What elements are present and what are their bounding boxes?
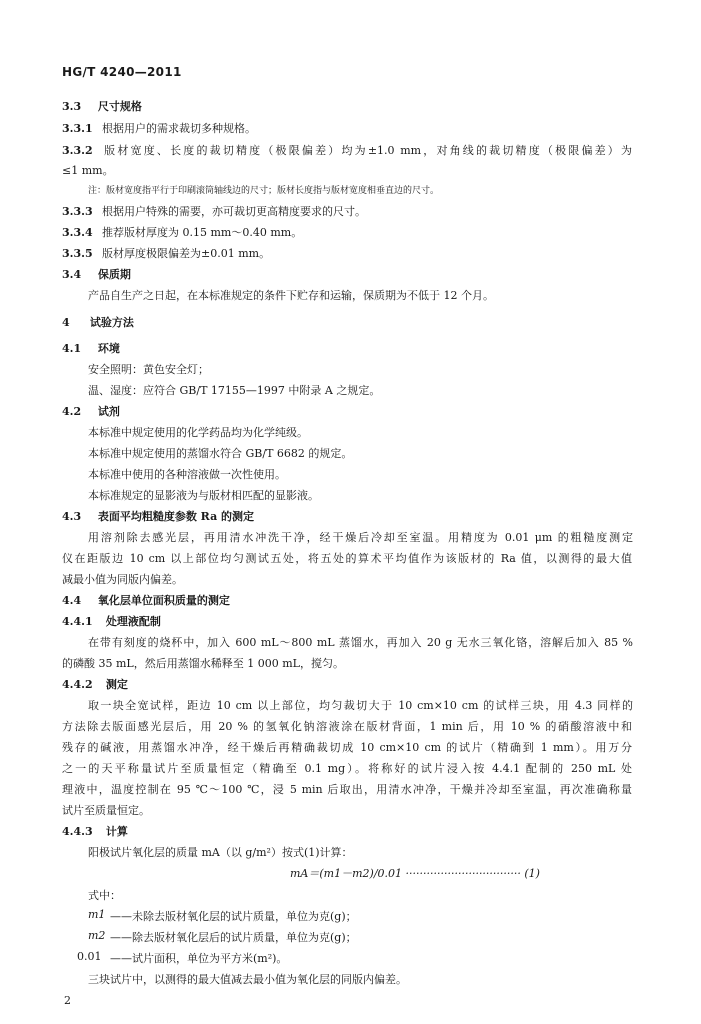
paragraph: 温、湿度：应符合 GB/T 17155—1997 中附录 A 之规定。 (88, 384, 381, 397)
section-4-3-heading (62, 508, 254, 524)
section-title: 试剂 (97, 405, 120, 418)
paragraph: 残存的碱液，用蒸馏水冲净，经干燥后再精确裁切成 10 cm×10 cm 的试片（精确到 1 mm）。用万分 (62, 741, 632, 754)
clause-text: 推荐版材厚度为 0.15 mm～0.40 mm。 (102, 226, 303, 239)
paragraph: 阳极试片氧化层的质量 mA（以 g/m²）按式(1)计算： (88, 846, 353, 859)
section-number: 4.4.2 (62, 678, 93, 691)
section-number: 3.3 (62, 100, 82, 113)
clause-number: 3.3.5 (62, 247, 93, 260)
paragraph: 试片至质量恒定。 (62, 804, 150, 817)
section-4-heading (62, 314, 134, 330)
clause-text: 版材宽度、长度的裁切精度（极限偏差）均为±1.0 mm，对角线的裁切精度（极限偏差）为 (102, 144, 632, 157)
section-4-4-1-heading (62, 613, 161, 629)
section-number: 4.1 (62, 342, 82, 355)
clause-3-3-1 (62, 120, 256, 136)
paragraph: 在带有刻度的烧杯中，加入 600 mL～800 mL 蒸馏水，再加入 20 g 无水三氧化铬，溶解后加入 85 % (88, 636, 633, 649)
definition-text: ——试片面积，单位为平方米(m²)。 (110, 952, 288, 965)
paragraph: 本标准中使用的各种溶液做一次性使用。 (88, 468, 286, 481)
clause-3-3-4 (62, 224, 302, 240)
section-title: 保质期 (97, 268, 131, 281)
definition-symbol: m2 (88, 929, 106, 942)
paragraph: 本标准规定的显影液为与版材相匹配的显影液。 (88, 489, 319, 502)
section-title: 氧化层单位面积质量的测定 (97, 594, 230, 607)
paragraph: 产品自生产之日起，在本标准规定的条件下贮存和运输，保质期为不低于 12 个月。 (88, 289, 494, 302)
section-title: 表面平均粗糙度参数 Ra 的测定 (97, 510, 255, 523)
clause-3-3-5 (62, 245, 270, 261)
paragraph: 之一的天平称量试片至质量恒定（精确至 0.1 mg）。将称好的试片浸入按 4.4.1 配制的 250 mL 处 (62, 762, 632, 775)
definition-symbol: m1 (88, 908, 106, 921)
section-4-4-heading (62, 592, 230, 608)
section-number: 3.4 (62, 268, 82, 281)
section-number: 4.3 (62, 510, 82, 523)
section-4-4-2-heading (62, 676, 128, 692)
definition-symbol: 0.01 (77, 950, 102, 963)
section-3-4-heading (62, 266, 131, 282)
section-title: 测定 (105, 678, 128, 691)
paragraph: 本标准中规定使用的化学药品均为化学纯级。 (88, 426, 308, 439)
paragraph: 减最小值为同版内偏差。 (62, 573, 183, 586)
section-4-4-3-heading (62, 823, 128, 839)
section-4-1-heading (62, 340, 120, 356)
paragraph: 的磷酸 35 mL，然后用蒸馏水稀释至 1 000 mL，搅匀。 (62, 657, 344, 670)
paragraph: 安全照明：黄色安全灯； (88, 363, 209, 376)
clause-text: 根据用户特殊的需要，亦可裁切更高精度要求的尺寸。 (102, 205, 366, 218)
clause-number: 3.3.1 (62, 122, 93, 135)
paragraph: 本标准中规定使用的蒸馏水符合 GB/T 6682 的规定。 (88, 447, 353, 460)
clause-text: 版材厚度极限偏差为±0.01 mm。 (102, 247, 271, 260)
section-number: 4.4.1 (62, 615, 93, 628)
section-number: 4.4 (62, 594, 82, 607)
section-4-2-heading (62, 403, 120, 419)
clause-number: 3.3.2 (62, 144, 93, 157)
section-title: 环境 (97, 342, 120, 355)
paragraph: 取一块全宽试样，距边 10 cm 以上部位，均匀裁切大于 10 cm×10 cm 的试样三块，用 4.3 同样的 (88, 699, 633, 712)
paragraph: 方法除去版面感光层后，用 20 % 的氢氧化钠溶液涂在版材背面，1 min 后，用 10 % 的硝酸溶液中和 (62, 720, 632, 733)
clause-text: 根据用户的需求裁切多种规格。 (102, 122, 256, 135)
paragraph: 仪在距版边 10 cm 以上部位均匀测试五处，将五处的算术平均值作为该版材的 Ra 值，以测得的最大值 (62, 552, 632, 565)
section-title: 计算 (105, 825, 128, 838)
clause-number: 3.3.4 (62, 226, 93, 239)
section-number: 4 (62, 316, 70, 329)
clause-3-3-2-cont: ≤1 mm。 (62, 164, 114, 177)
note: 注：版材宽度指平行于印刷滚筒轴线边的尺寸；版材长度指与版材宽度相垂直边的尺寸。 (88, 186, 440, 196)
definition-text: ——未除去版材氧化层的试片质量，单位为克(g)； (110, 910, 357, 923)
paragraph: 三块试片中，以测得的最大值减去最小值为氧化层的同版内偏差。 (88, 973, 407, 986)
clause-number: 3.3.3 (62, 205, 93, 218)
page-number: 2 (64, 994, 71, 1007)
formula: mA＝(m1－m2)/0.01 ································· (1) (290, 867, 540, 880)
section-number: 4.2 (62, 405, 82, 418)
definition-text: ——除去版材氧化层后的试片质量，单位为克(g)； (110, 931, 357, 944)
document-code: HG/T 4240—2011 (62, 65, 182, 79)
paragraph: 理液中，温度控制在 95 ℃～100 ℃，浸 5 min 后取出，用清水冲净，干燥并冷却至室温，再次准确称量 (62, 783, 632, 796)
clause-3-3-2 (62, 142, 632, 158)
where-label: 式中： (88, 889, 121, 902)
section-title: 试验方法 (89, 316, 134, 329)
clause-3-3-3 (62, 203, 366, 219)
paragraph: 用溶剂除去感光层，再用清水冲洗干净，经干燥后冷却至室温。用精度为 0.01 μm 的粗糙度测定 (88, 531, 633, 544)
section-3-3-heading (62, 98, 142, 114)
section-title: 尺寸规格 (97, 100, 142, 113)
section-title: 处理液配制 (105, 615, 161, 628)
section-number: 4.4.3 (62, 825, 93, 838)
